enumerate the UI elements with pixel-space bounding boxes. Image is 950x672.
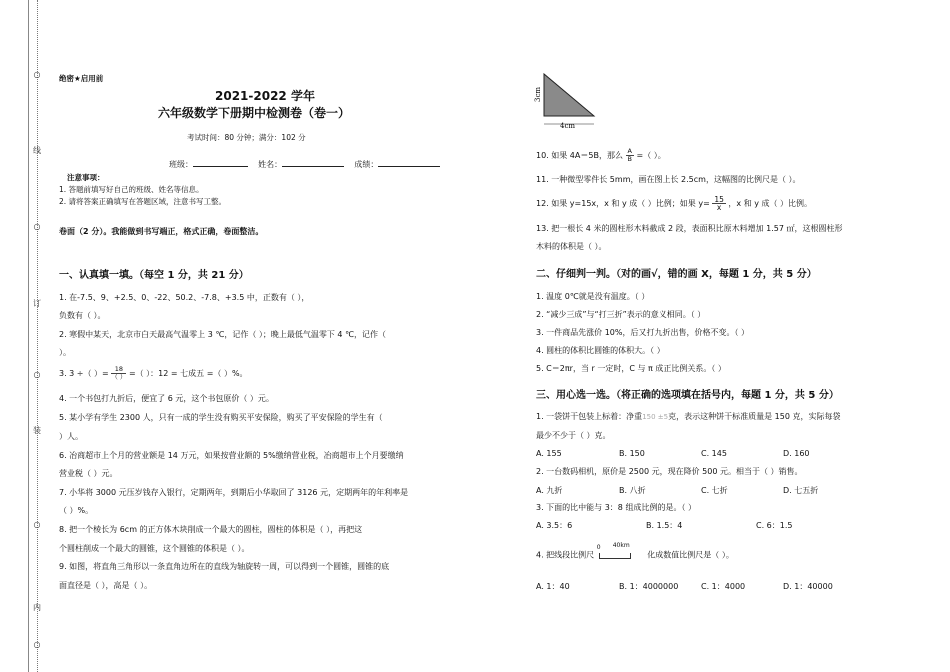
q12-denominator: x [716, 203, 722, 212]
note-item: 1. 答题前填写好自己的班级、姓名等信息。 [59, 185, 204, 194]
scale-bar [599, 553, 631, 559]
neatness-line: 卷面（2 分）。我能做到书写端正，格式正确，卷面整洁。 [59, 227, 264, 236]
note-item: 2. 请将答案正确填写在答题区域，注意书写工整。 [59, 197, 227, 206]
question-line: 2. 寒假中某天，北京市白天最高气温零上 3 ℃，记作（ ）；晚上最低气温零下 4 ℃，记作（ [59, 330, 387, 339]
binding-mark: 内 [33, 603, 41, 612]
section3-heading: 三、用心选一选。（将正确的选项填在括号内，每题 1 分，共 5 分） [536, 390, 839, 401]
question-line: 负数有（ ）。 [59, 311, 106, 320]
class-label: 班级： [169, 160, 193, 169]
question-line: 营业税（ ）元。 [59, 469, 118, 478]
question-3 [59, 366, 248, 381]
option: C. 6：1.5 [756, 521, 793, 530]
question-10 [536, 148, 666, 163]
option: B. 1：4000000 [619, 582, 679, 591]
page-title: 六年级数学下册期中检测卷（卷一） [158, 106, 351, 120]
q3-denominator: （ ） [111, 373, 127, 381]
option: D. 七五折 [783, 486, 819, 495]
question-line: 面直径是（ ），高是（ ）。 [59, 581, 153, 590]
choice-q4-prefix: 4. 把线段比例尺 [536, 550, 595, 560]
choice-q4 [536, 542, 734, 562]
q10-prefix: 10. 如果 4A＝5B，那么 [536, 151, 623, 160]
option: C. 1：4000 [701, 582, 746, 591]
q12-prefix: 12. 如果 y=15x，x 和 y 成（ ）比例；如果 y= [536, 199, 710, 208]
question-line: ）人。 [59, 432, 83, 441]
triangle-side-label: 3cm [534, 86, 542, 102]
option: B. 150 [619, 449, 645, 458]
section2-heading: 二、仔细判一判。（对的画√，错的画 X，每题 1 分，共 5 分） [536, 269, 817, 280]
option: A. 九折 [536, 486, 563, 495]
choice-q1-prefix: 1. 一袋饼干包装上标着：净重 [536, 412, 643, 421]
judge-item: 3. 一件商品先涨价 10%，后又打九折出售，价格不变。（ ） [536, 328, 750, 337]
choice-q1-suffix: 克，表示这种饼干标准质量是 150 克，实际每袋 [668, 412, 841, 421]
name-label: 姓名： [258, 160, 283, 169]
question-12 [536, 196, 812, 211]
q10-suffix: =（ ）。 [636, 151, 666, 160]
question-line: 个圆柱削成一个最大的圆锥，这个圆锥的体积是（ ）。 [59, 544, 250, 553]
question-line: 7. 小华将 3000 元压岁钱存入银行，定期两年，到期后小华取回了 3126 元，定期两年的年利率是 [59, 488, 409, 497]
score-input[interactable] [378, 158, 440, 167]
choice-q1 [536, 411, 840, 422]
binding-mark: ○ [33, 222, 41, 231]
option: A. 1：40 [536, 582, 570, 591]
q10-fraction [626, 148, 634, 163]
secret-label: 绝密★启用前 [59, 74, 104, 83]
class-input[interactable] [193, 158, 248, 167]
option: D. 1：40000 [783, 582, 833, 591]
binding-mark: ○ [33, 640, 41, 649]
question-line: 1. 在-7.5、9、+2.5、0、-22、50.2、-7.8、+3.5 中，正数有（ ）， [59, 293, 310, 302]
q3-suffix: =（ ）：12 = 七成五 =（ ）%。 [128, 369, 248, 378]
binding-mark: ○ [33, 370, 41, 379]
option: B. 八折 [619, 486, 646, 495]
binding-mark: ○ [33, 70, 41, 79]
judge-item: 2. “减少三成”与“打三折”表示的意义相同。（ ） [536, 310, 706, 319]
option: C. 145 [701, 449, 727, 458]
q3-numerator: 18 [111, 366, 126, 374]
q10-numerator: A [627, 147, 632, 155]
option: A. 3.5：6 [536, 521, 573, 530]
q12-fraction [712, 196, 726, 211]
q12-numerator: 15 [714, 195, 724, 204]
question-line: 4. 一个书包打九折后，便宜了 6 元，这个书包原价（ ）元。 [59, 394, 274, 403]
option: A. 155 [536, 449, 562, 458]
scale-right-label: 40km [612, 542, 630, 549]
q10-denominator: B [627, 155, 632, 163]
question-line: 6. 冶商超市上个月的营业额是 14 万元，如果按营业额的 5%缴纳营业税，冶商超市上个月要缴纳 [59, 451, 404, 460]
weight-tolerance: 150 ±5 [642, 413, 669, 421]
question-13-line: 木料的体积是（ ）。 [536, 242, 607, 251]
section1-heading: 一、认真填一填。（每空 1 分，共 21 分） [59, 270, 249, 281]
name-input[interactable] [282, 158, 344, 167]
choice-q4-suffix: 化成数值比例尺是（ ）。 [647, 550, 734, 560]
question-line: 9. 如图，将直角三角形以一条直角边所在的直线为轴旋转一周，可以得到一个圆锥，圆锥的底 [59, 562, 390, 571]
info-fields [169, 158, 440, 170]
line-scale [596, 542, 645, 562]
option: C. 七折 [701, 486, 728, 495]
binding-mark: 线 [33, 146, 41, 155]
binding-mark: ○ [33, 520, 41, 529]
question-13-line: 13. 把一根长 4 米的圆柱形木料截成 2 段，表面积比原木料增加 1.57 ㎡，这根圆柱形 [536, 224, 843, 233]
choice-q2: 2. 一台数码相机，原价是 2500 元，现在降价 500 元。相当于（ ）销售。 [536, 467, 803, 476]
q3-fraction [111, 366, 126, 381]
judge-item: 5. C＝2πr，当 r 一定时，C 与 π 成正比例关系。（ ） [536, 364, 726, 373]
option: D. 160 [783, 449, 810, 458]
choice-q3: 3. 下面的比中能与 3：8 组成比例的是。（ ） [536, 503, 696, 512]
question-line: 8. 把一个棱长为 6cm 的正方体木块削成一个最大的圆柱，圆柱的体积是（ ），再把这 [59, 525, 363, 534]
choice-q1-line2: 最少不少于（ ）克。 [536, 431, 611, 440]
q3-prefix: 3. 3 ÷（ ）= [59, 369, 109, 378]
exam-info: 考试时间：80 分钟；满分：102 分 [187, 133, 306, 142]
question-line: ）。 [59, 348, 71, 357]
notes-heading: 注意事项： [67, 173, 105, 182]
scale-left-label: 0 [596, 544, 601, 551]
q12-suffix: ，x 和 y 成（ ）比例。 [728, 199, 813, 208]
binding-mark: 订 [33, 299, 41, 308]
school-year: 2021-2022 学年 [215, 89, 315, 103]
triangle-figure [532, 68, 612, 130]
option: B. 1.5：4 [646, 521, 683, 530]
triangle-base-label: 4cm [560, 122, 576, 130]
question-11: 11. 一种微型零件长 5mm，画在图上长 2.5cm，这幅图的比例尺是（ ）。 [536, 175, 801, 184]
score-label: 成绩： [354, 160, 379, 169]
question-line: 5. 某小学有学生 2300 人，只有一成的学生没有购买平安保险，购买了平安保险的学生有（ [59, 413, 383, 422]
judge-item: 1. 温度 0℃就是没有温度。（ ） [536, 292, 650, 301]
judge-item: 4. 圆柱的体积比圆锥的体积大。（ ） [536, 346, 665, 355]
question-line: （ ）%。 [59, 506, 94, 515]
binding-mark: 装 [33, 426, 41, 435]
